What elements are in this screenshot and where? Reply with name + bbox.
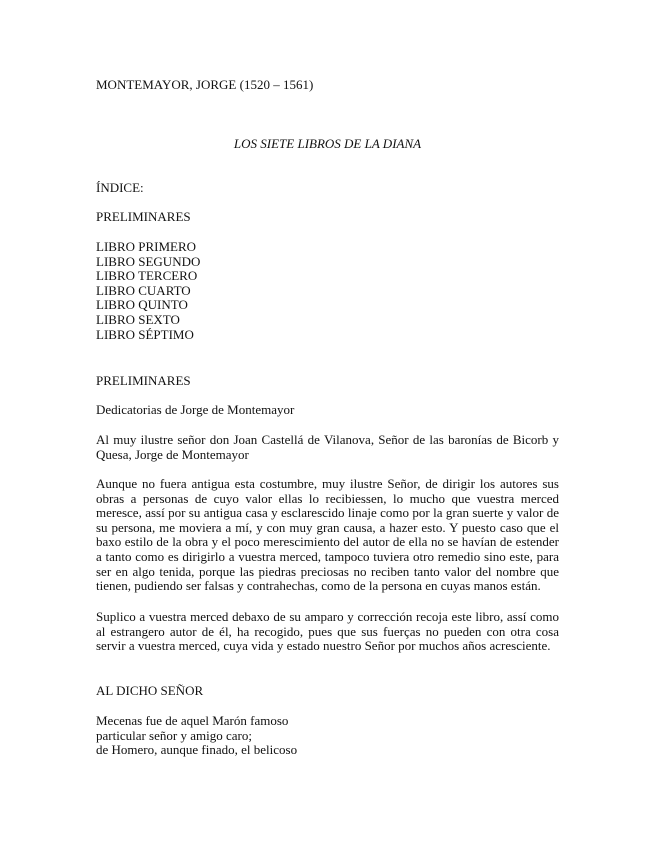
supplication-paragraph: Suplico a vuestra merced debaxo de su amparo y corrección recoja este libro, assí como al estrangero autor de él, ha recogido, pues que sus fuerças no pueden con otra cosa servir a vuestra merced, cuya vida y estado nuestro Señor por muchos años acresciente. — [96, 609, 559, 654]
toc-item-preliminares: PRELIMINARES — [96, 209, 191, 224]
toc-item: LIBRO SEGUNDO — [96, 253, 201, 269]
toc-item: LIBRO SEXTO — [96, 311, 180, 327]
section-heading-preliminares: PRELIMINARES — [96, 373, 191, 388]
toc-item: LIBRO PRIMERO — [96, 239, 197, 254]
toc-item: LIBRO CUARTO — [96, 282, 191, 298]
verse-line: Mecenas fue de aquel Marón famoso — [96, 713, 289, 728]
book-title: LOS SIETE LIBROS DE LA DIANA — [233, 136, 422, 151]
verse-line: particular señor y amigo caro; — [96, 727, 252, 743]
toc-item: LIBRO QUINTO — [96, 297, 188, 313]
dedication-paragraph: Aunque no fuera antigua esta costumbre, muy ilustre Señor, de dirigir los autores sus obras a personas de cuyo valor ellas lo recibiessen, lo mucho que vuestra merced meresce, assí por su antigua casa y esclarescido linaje como por la gran suerte y valor de su persona, me moviera a mí, y con muy gran causa, a hazer esto. Y puesto caso que el baxo estilo de la obra y el poco merescimiento del autor de ella no se havían de estender a tanto como es dirigirlo a vuestra merced, tampoco tuviera otro remedio sino este, para ser en algo tenida, porque las piedras preciosas no reciben tanto valor del nombre que tienen, pudiendo ser falsas y contrahechas, como de la persona en cuyas manos están. — [96, 476, 559, 594]
poem-verses — [96, 714, 297, 758]
table-of-contents — [96, 240, 200, 342]
toc-item: LIBRO SÉPTIMO — [96, 326, 194, 342]
index-heading: ÍNDICE: — [96, 180, 144, 195]
address-paragraph: Al muy ilustre señor don Joan Castellá de Vilanova, Señor de las baronías de Bicorb y Quesa, Jorge de Montemayor — [96, 432, 559, 462]
verse-line: de Homero, aunque finado, el belicoso — [96, 742, 298, 758]
dedicatorias-subheading: Dedicatorias de Jorge de Montemayor — [96, 402, 295, 417]
toc-item: LIBRO TERCERO — [96, 268, 198, 284]
author-line: MONTEMAYOR, JORGE (1520 – 1561) — [96, 77, 314, 92]
section-heading-al-dicho-senor: AL DICHO SEÑOR — [96, 683, 204, 698]
